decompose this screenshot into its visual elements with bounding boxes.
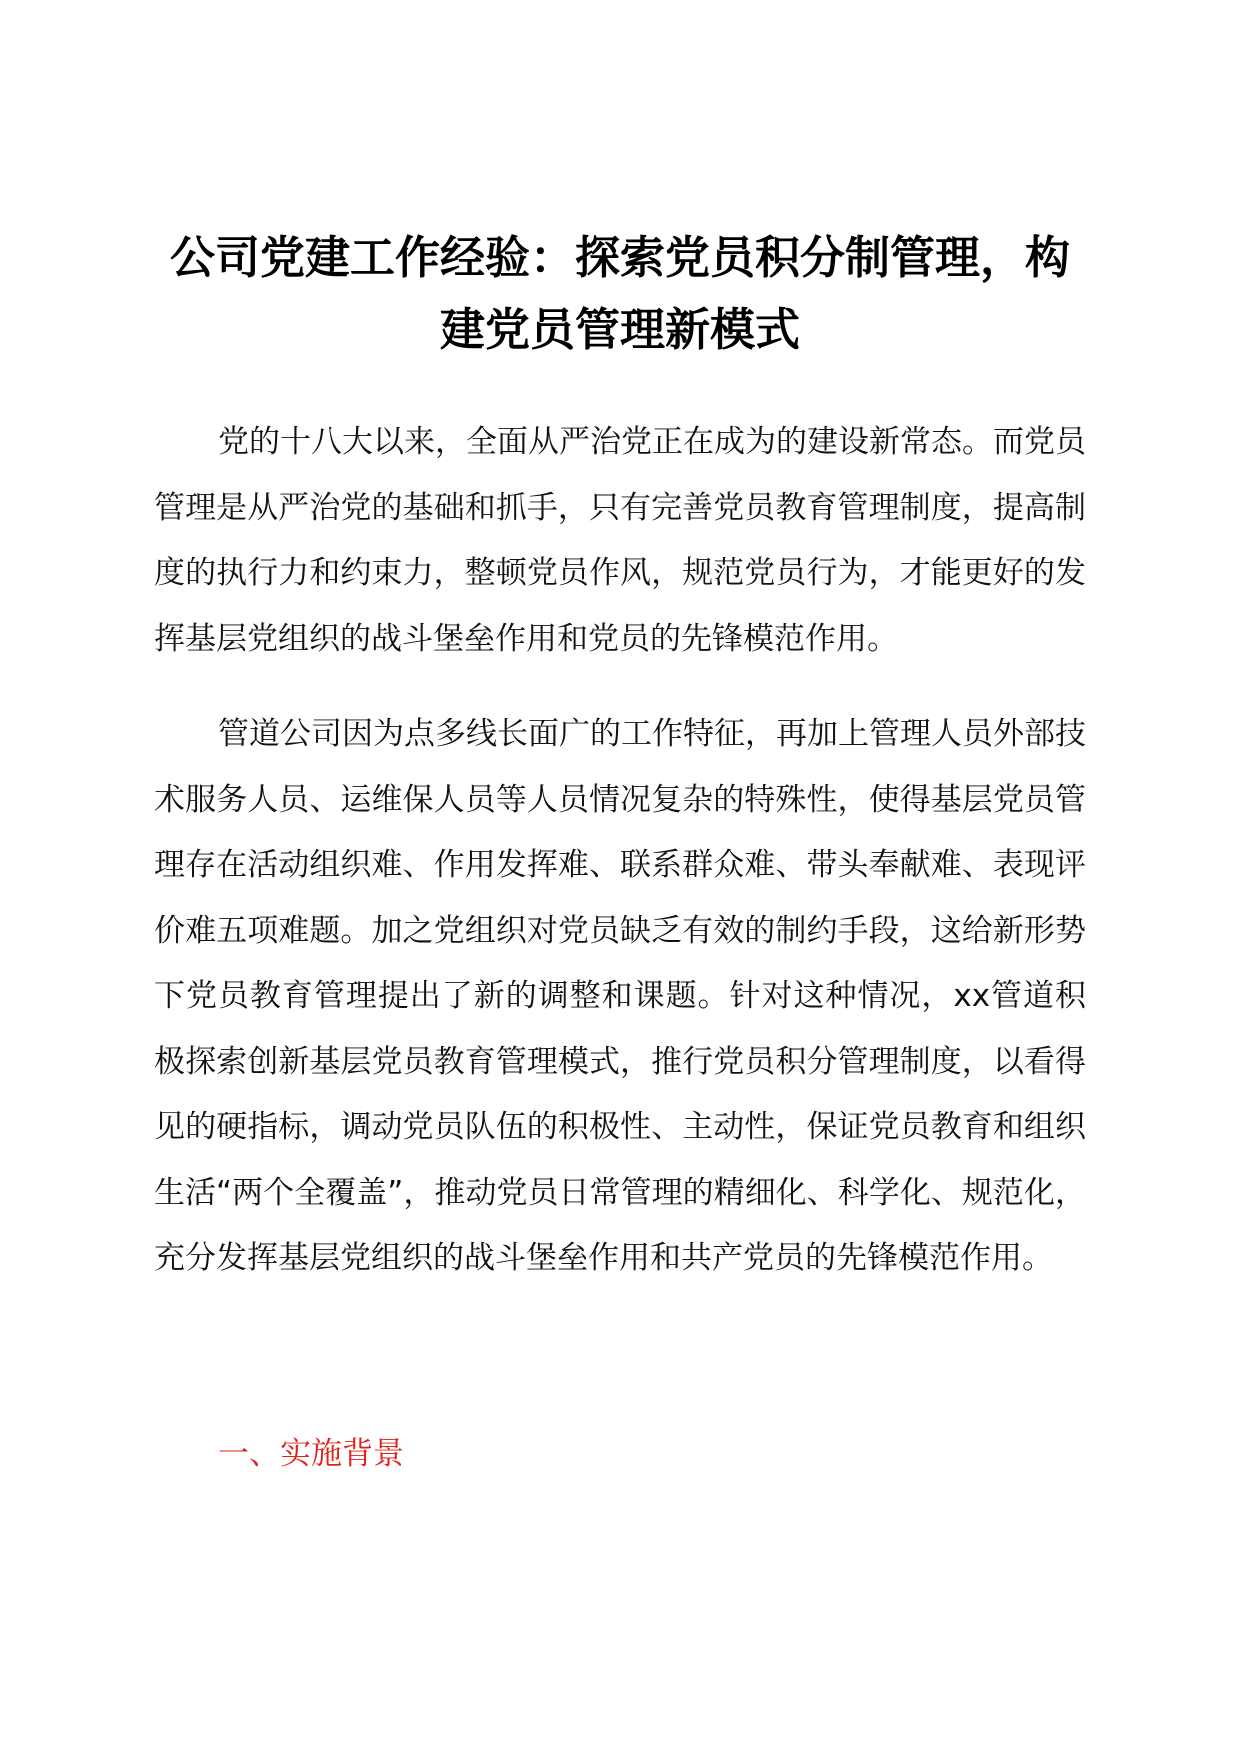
title-line-1: 公司党建工作经验：探索党员积分制管理，构 bbox=[169, 231, 1070, 284]
paragraph-intro: 党的十八大以来，全面从严治党正在成为的建设新常态。而党员管理是从严治党的基础和抓手，只有完善党员教育管理制度，提高制度的执行力和约束力，整顿党员作风，规范党员行为，才能更好的发挥基层党组织的战斗堡垒作用和党员的先锋模范作用。 bbox=[154, 424, 1086, 657]
title-line-2: 建党员管理新模式 bbox=[439, 303, 800, 356]
paragraph-context: 管道公司因为点多线长面广的工作特征，再加上管理人员外部技术服务人员、运维保人员等人员情况复杂的特殊性，使得基层党员管理存在活动组织难、作用发挥难、联系群众难、带头奉献难、表现评价难五项难题。加之党组织对党员缺乏有效的制约手段，这给新形势下党员教育管理提出了新的调整和课题。针对这种情况，xx管道积极探索创新基层党员教育管理模式，推行党员积分管理制度，以看得见的硬指标，调动党员队伍的积极性、主动性，保证党员教育和组织生活“两个全覆盖”，推动党员日常管理的精细化、科学化、规范化，充分发挥基层党组织的战斗堡垒作用和共产党员的先锋模范作用。 bbox=[154, 716, 1086, 1276]
document-title bbox=[150, 222, 1090, 366]
document-body bbox=[154, 410, 1086, 1322]
section-heading: 一、实施背景 bbox=[218, 1436, 404, 1472]
